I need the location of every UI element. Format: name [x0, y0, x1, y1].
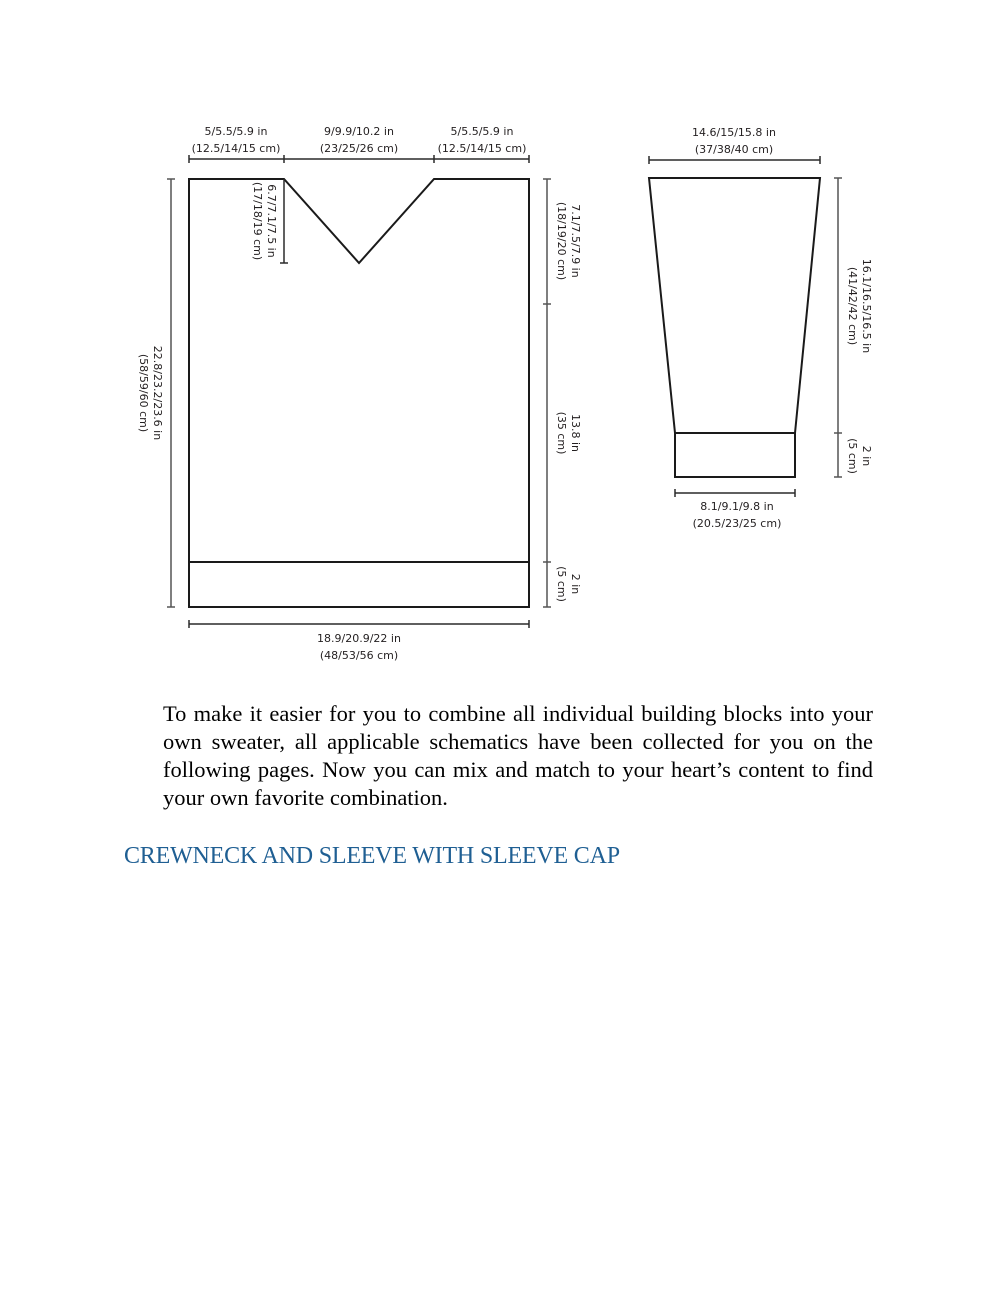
total-length-cm: (58/59/60 cm) [137, 353, 150, 433]
left-dimension-line [167, 179, 175, 607]
body-piece [137, 125, 582, 662]
sleeve-top-dimension-line [649, 156, 820, 164]
neck-depth-in: 6.7/7.1/7.5 in [265, 184, 278, 258]
neck-depth-cm: (17/18/19 cm) [251, 181, 264, 261]
hem-ribbing-cm: (5 cm) [555, 566, 568, 602]
side-length-in: 13.8 in [569, 413, 582, 453]
left-shoulder-in: 5/5.5/5.9 in [204, 125, 268, 138]
sleeve-right-dimension-line [834, 178, 842, 477]
sleeve-length-cm: (41/42/42 cm) [846, 266, 859, 346]
cuff-width-in: 8.1/9.1/9.8 in [700, 500, 774, 513]
section-heading: CREWNECK AND SLEEVE WITH SLEEVE CAP [124, 843, 620, 869]
sleeve-length-in: 16.1/16.5/16.5 in [860, 258, 873, 354]
armhole-depth-in: 7.1/7.5/7.9 in [569, 204, 582, 278]
right-shoulder-in: 5/5.5/5.9 in [450, 125, 514, 138]
cuff-dimension-line [675, 489, 795, 497]
cuff-length-in: 2 in [860, 445, 873, 467]
bottom-width-cm: (48/53/56 cm) [319, 649, 399, 662]
intro-paragraph: To make it easier for you to combine all individual building blocks into your own sweater, all applicable schematics have been collected for you on the following pages. Now you can mix and match to your heart’s content to find your own favorite combination. [163, 701, 873, 810]
cuff-length-cm: (5 cm) [846, 438, 859, 474]
right-shoulder-cm: (12.5/14/15 cm) [437, 142, 527, 155]
neck-width-in: 9/9.9/10.2 in [324, 125, 394, 138]
neck-depth-line [280, 179, 288, 263]
left-shoulder-cm: (12.5/14/15 cm) [191, 142, 281, 155]
top-dimension-line [189, 155, 529, 163]
cuff-width-cm: (20.5/23/25 cm) [692, 517, 782, 530]
total-length-in: 22.8/23.2/23.6 in [151, 345, 164, 441]
sleeve-piece [649, 126, 873, 530]
sleeve-top-width-cm: (37/38/40 cm) [694, 143, 774, 156]
side-length-cm: (35 cm) [555, 411, 568, 455]
right-dimension-line [543, 179, 551, 607]
hem-ribbing-in: 2 in [569, 573, 582, 595]
bottom-width-in: 18.9/20.9/22 in [317, 632, 401, 645]
bottom-dimension-line [189, 620, 529, 628]
body-outline [189, 179, 529, 607]
neck-width-cm: (23/25/26 cm) [319, 142, 399, 155]
armhole-depth-cm: (18/19/20 cm) [555, 201, 568, 281]
sleeve-top-width-in: 14.6/15/15.8 in [692, 126, 776, 139]
